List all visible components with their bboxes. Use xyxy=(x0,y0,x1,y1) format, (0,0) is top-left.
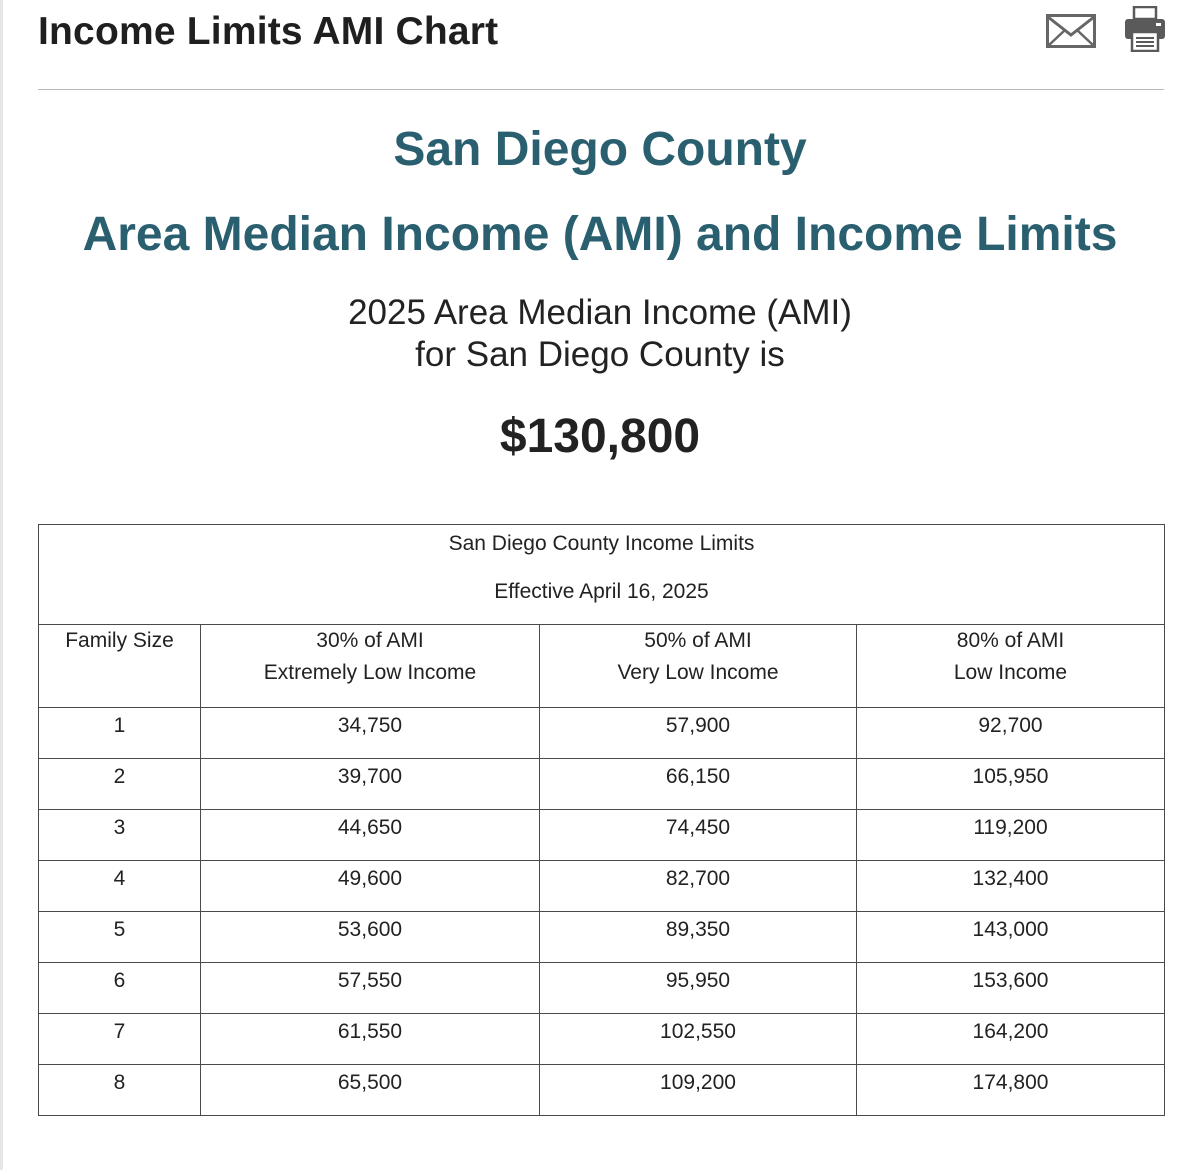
cell-50-ami: 89,350 xyxy=(540,912,857,963)
cell-30-ami: 61,550 xyxy=(201,1014,540,1065)
header-label: 30% of AMI xyxy=(316,629,424,652)
cell-50-ami: 95,950 xyxy=(540,963,857,1014)
header-sublabel: Low Income xyxy=(953,661,1068,684)
cell-30-ami: 53,600 xyxy=(201,912,540,963)
cell-50-ami: 57,900 xyxy=(540,708,857,759)
table-row xyxy=(39,810,1165,861)
cell-family-size: 1 xyxy=(39,708,201,759)
ami-amount: $130,800 xyxy=(499,410,701,463)
cell-50-ami: 102,550 xyxy=(540,1014,857,1065)
header-label: 80% of AMI xyxy=(956,629,1065,652)
table-row xyxy=(39,912,1165,963)
header-80-ami xyxy=(857,625,1165,708)
header-sublabel: Extremely Low Income xyxy=(263,661,477,684)
ami-heading: Area Median Income (AMI) and Income Limits xyxy=(82,208,1118,261)
table-row xyxy=(39,1014,1165,1065)
title-divider xyxy=(38,89,1164,90)
page-title: Income Limits AMI Chart xyxy=(38,10,499,53)
cell-50-ami: 74,450 xyxy=(540,810,857,861)
cell-50-ami: 109,200 xyxy=(540,1065,857,1116)
print-button[interactable] xyxy=(1124,6,1166,52)
cell-50-ami: 66,150 xyxy=(540,759,857,810)
header-family-size xyxy=(39,625,201,708)
ami-subtitle-line2: for San Diego County is xyxy=(415,335,785,374)
email-button[interactable] xyxy=(1046,14,1096,48)
county-heading: San Diego County xyxy=(393,123,807,176)
cell-family-size: 8 xyxy=(39,1065,201,1116)
table-caption-effective-date: Effective April 16, 2025 xyxy=(494,580,709,603)
table-row xyxy=(39,861,1165,912)
cell-30-ami: 44,650 xyxy=(201,810,540,861)
header-label: 50% of AMI xyxy=(644,629,752,652)
table-caption-title: San Diego County Income Limits xyxy=(448,532,755,555)
cell-50-ami: 82,700 xyxy=(540,861,857,912)
cell-family-size: 3 xyxy=(39,810,201,861)
cell-30-ami: 49,600 xyxy=(201,861,540,912)
cell-30-ami: 57,550 xyxy=(201,963,540,1014)
header-sublabel: Very Low Income xyxy=(617,661,779,684)
cell-80-ami: 174,800 xyxy=(857,1065,1165,1116)
printer-icon xyxy=(1124,6,1166,52)
ami-subtitle-line1: 2025 Area Median Income (AMI) xyxy=(348,293,852,332)
table-row xyxy=(39,708,1165,759)
cell-family-size: 4 xyxy=(39,861,201,912)
cell-30-ami: 39,700 xyxy=(201,759,540,810)
table-row xyxy=(39,963,1165,1014)
header-label: Family Size xyxy=(65,629,174,652)
cell-30-ami: 65,500 xyxy=(201,1065,540,1116)
cell-80-ami: 143,000 xyxy=(857,912,1165,963)
cell-80-ami: 105,950 xyxy=(857,759,1165,810)
cell-family-size: 2 xyxy=(39,759,201,810)
cell-family-size: 6 xyxy=(39,963,201,1014)
header-30-ami xyxy=(201,625,540,708)
cell-80-ami: 119,200 xyxy=(857,810,1165,861)
table-row xyxy=(39,1065,1165,1116)
header-50-ami xyxy=(540,625,857,708)
table-caption-row xyxy=(39,525,1165,625)
income-limits-table xyxy=(38,524,1165,1116)
table-row xyxy=(39,759,1165,810)
cell-80-ami: 164,200 xyxy=(857,1014,1165,1065)
cell-80-ami: 132,400 xyxy=(857,861,1165,912)
cell-family-size: 5 xyxy=(39,912,201,963)
cell-80-ami: 153,600 xyxy=(857,963,1165,1014)
cell-30-ami: 34,750 xyxy=(201,708,540,759)
table-caption xyxy=(39,525,1165,625)
envelope-icon xyxy=(1046,14,1096,48)
cell-family-size: 7 xyxy=(39,1014,201,1065)
table-header-row xyxy=(39,625,1165,708)
cell-80-ami: 92,700 xyxy=(857,708,1165,759)
